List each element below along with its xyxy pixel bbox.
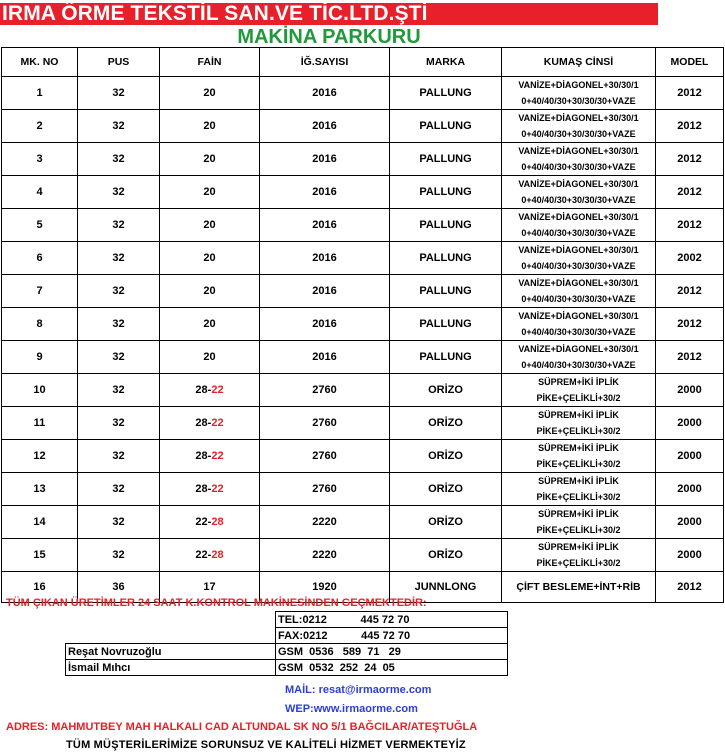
fabric-type-line: PİKE+ÇELİKLİ+30/2 (536, 492, 621, 502)
fain-value: 28- (195, 450, 212, 462)
contact-row (66, 660, 508, 676)
fabric-type-line: 0+40/40/30+30/30/30+VAZE (521, 261, 636, 271)
contact-phone: FAX:0212 445 72 70 (276, 628, 508, 644)
pus-cell: 32 (78, 374, 160, 407)
fabric-type-cell (502, 143, 656, 176)
brand-cell: PALLUNG (390, 275, 502, 308)
table-row (2, 209, 724, 242)
pus-cell: 32 (78, 539, 160, 572)
fabric-type-cell (502, 209, 656, 242)
machine-no-cell: 1 (2, 77, 78, 110)
contact-phone: GSM 0536 589 71 29 (276, 644, 508, 660)
fabric-type-line: SÜPREM+İKİ İPLİK (538, 509, 619, 519)
machine-no-cell: 10 (2, 374, 78, 407)
table-row (2, 143, 724, 176)
pus-cell: 32 (78, 143, 160, 176)
fabric-type-line: 0+40/40/30+30/30/30+VAZE (521, 96, 636, 106)
model-year-cell: 2000 (656, 440, 724, 473)
fain-cell (160, 407, 260, 440)
fabric-type-line: 0+40/40/30+30/30/30+VAZE (521, 129, 636, 139)
machine-no-cell: 13 (2, 473, 78, 506)
brand-cell: PALLUNG (390, 143, 502, 176)
needle-count-cell: 2220 (260, 539, 390, 572)
pus-cell: 36 (78, 572, 160, 603)
table-row (2, 374, 724, 407)
model-year-cell: 2012 (656, 209, 724, 242)
pus-cell: 32 (78, 341, 160, 374)
table-row (2, 473, 724, 506)
model-year-cell: 2012 (656, 572, 724, 603)
pus-cell: 32 (78, 176, 160, 209)
pus-cell: 32 (78, 110, 160, 143)
table-row (2, 176, 724, 209)
contact-row (66, 644, 508, 660)
fain-cell (160, 308, 260, 341)
fabric-type-line: PİKE+ÇELİKLİ+30/2 (536, 459, 621, 469)
fabric-type-line: 0+40/40/30+30/30/30+VAZE (521, 228, 636, 238)
fabric-type-cell (502, 275, 656, 308)
fabric-type-line: 0+40/40/30+30/30/30+VAZE (521, 195, 636, 205)
fabric-type-line: 0+40/40/30+30/30/30+VAZE (521, 327, 636, 337)
needle-count-cell: 2220 (260, 506, 390, 539)
machine-park-table (1, 47, 724, 603)
needle-count-cell: 2016 (260, 209, 390, 242)
model-year-cell: 2012 (656, 77, 724, 110)
fain-cell (160, 341, 260, 374)
model-year-cell: 2012 (656, 341, 724, 374)
column-header: FAİN (160, 48, 260, 77)
column-header: MARKA (390, 48, 502, 77)
brand-cell: PALLUNG (390, 242, 502, 275)
machine-no-cell: 7 (2, 275, 78, 308)
machine-no-cell: 3 (2, 143, 78, 176)
brand-cell: ORİZO (390, 374, 502, 407)
fabric-type-cell (502, 308, 656, 341)
pus-cell: 32 (78, 440, 160, 473)
pus-cell: 32 (78, 242, 160, 275)
needle-count-cell: 2016 (260, 77, 390, 110)
machine-no-cell: 12 (2, 440, 78, 473)
needle-count-cell: 1920 (260, 572, 390, 603)
needle-count-cell: 2016 (260, 308, 390, 341)
machine-no-cell: 8 (2, 308, 78, 341)
column-header: PUS (78, 48, 160, 77)
fabric-type-line: VANİZE+DİAGONEL+30/30/1 (518, 212, 639, 222)
machine-no-cell: 4 (2, 176, 78, 209)
pus-cell: 32 (78, 209, 160, 242)
model-year-cell: 2012 (656, 275, 724, 308)
model-year-cell: 2000 (656, 539, 724, 572)
brand-cell: PALLUNG (390, 77, 502, 110)
email-link[interactable]: MAİL: resat@irmaorme.com (285, 684, 432, 696)
fabric-type-line: VANİZE+DİAGONEL+30/30/1 (518, 146, 639, 156)
brand-cell: PALLUNG (390, 341, 502, 374)
fain-cell (160, 242, 260, 275)
column-header: MODEL (656, 48, 724, 77)
fabric-type-line: SÜPREM+İKİ İPLİK (538, 410, 619, 420)
machine-no-cell: 6 (2, 242, 78, 275)
fabric-type-cell (502, 176, 656, 209)
machine-no-cell: 11 (2, 407, 78, 440)
fain-alt-value: 22 (211, 483, 224, 495)
brand-cell: ORİZO (390, 506, 502, 539)
needle-count-cell: 2760 (260, 374, 390, 407)
fain-value: 17 (203, 581, 216, 593)
needle-count-cell: 2760 (260, 440, 390, 473)
fabric-type-line: PİKE+ÇELİKLİ+30/2 (536, 558, 621, 568)
fain-cell (160, 110, 260, 143)
fabric-type-line: VANİZE+DİAGONEL+30/30/1 (518, 80, 639, 90)
fain-cell (160, 539, 260, 572)
table-row (2, 77, 724, 110)
fain-value: 20 (203, 351, 216, 363)
fain-value: 20 (203, 219, 216, 231)
brand-cell: PALLUNG (390, 308, 502, 341)
fabric-type-line: 0+40/40/30+30/30/30+VAZE (521, 162, 636, 172)
fabric-type-cell (502, 341, 656, 374)
needle-count-cell: 2016 (260, 110, 390, 143)
fain-value: 22- (195, 516, 212, 528)
fabric-type-cell (502, 110, 656, 143)
fain-value: 20 (203, 153, 216, 165)
fain-cell (160, 506, 260, 539)
company-title-bar (0, 3, 658, 25)
brand-cell: PALLUNG (390, 209, 502, 242)
contact-phone: GSM 0532 252 24 05 (276, 660, 508, 676)
column-header: MK. NO (2, 48, 78, 77)
fabric-type-line: 0+40/40/30+30/30/30+VAZE (521, 360, 636, 370)
fain-value: 28- (195, 384, 212, 396)
brand-cell: PALLUNG (390, 176, 502, 209)
fain-cell (160, 440, 260, 473)
fain-value: 20 (203, 318, 216, 330)
fabric-type-cell (502, 407, 656, 440)
fabric-type-line: PİKE+ÇELİKLİ+30/2 (536, 426, 621, 436)
fain-alt-value: 28 (211, 549, 224, 561)
fain-cell (160, 374, 260, 407)
model-year-cell: 2000 (656, 506, 724, 539)
model-year-cell: 2012 (656, 176, 724, 209)
brand-cell: ORİZO (390, 539, 502, 572)
table-row (2, 242, 724, 275)
brand-cell: PALLUNG (390, 110, 502, 143)
pus-cell: 32 (78, 506, 160, 539)
fain-cell (160, 209, 260, 242)
company-name: IRMA ÖRME TEKSTİL SAN.VE TİC.LTD.ŞTİ (2, 2, 428, 25)
fabric-type-line: SÜPREM+İKİ İPLİK (538, 443, 619, 453)
pus-cell: 32 (78, 473, 160, 506)
fabric-type-cell (502, 440, 656, 473)
address: ADRES: MAHMUTBEY MAH HALKALI CAD ALTUNDAL SK NO 5/1 BAĞCILAR/ATEŞTUĞLA (6, 721, 478, 733)
fain-value: 28- (195, 483, 212, 495)
model-year-cell: 2000 (656, 473, 724, 506)
model-year-cell: 2012 (656, 308, 724, 341)
table-row (2, 407, 724, 440)
fain-value: 20 (203, 252, 216, 264)
pus-cell: 32 (78, 275, 160, 308)
machine-no-cell: 16 (2, 572, 78, 603)
contact-name (66, 628, 276, 644)
fabric-type-line: VANİZE+DİAGONEL+30/30/1 (518, 179, 639, 189)
table-header-row (2, 48, 724, 77)
fain-cell (160, 176, 260, 209)
fain-cell (160, 143, 260, 176)
contact-name (66, 612, 276, 628)
needle-count-cell: 2016 (260, 143, 390, 176)
model-year-cell: 2012 (656, 110, 724, 143)
contact-phone: TEL:0212 445 72 70 (276, 612, 508, 628)
column-header: KUMAŞ CİNSİ (502, 48, 656, 77)
fabric-type-line: SÜPREM+İKİ İPLİK (538, 476, 619, 486)
table-row (2, 110, 724, 143)
brand-cell: ORİZO (390, 473, 502, 506)
fabric-type-cell (502, 572, 656, 603)
fain-alt-value: 22 (211, 417, 224, 429)
model-year-cell: 2000 (656, 374, 724, 407)
model-year-cell: 2000 (656, 407, 724, 440)
page-subtitle: MAKİNA PARKURU (237, 26, 421, 48)
contact-name: İsmail Mıhcı (66, 660, 276, 676)
fabric-type-cell (502, 539, 656, 572)
fain-cell (160, 473, 260, 506)
fain-cell (160, 275, 260, 308)
fain-alt-value: 28 (211, 516, 224, 528)
fabric-type-cell (502, 374, 656, 407)
fabric-type-cell (502, 242, 656, 275)
contact-table (65, 611, 508, 676)
needle-count-cell: 2016 (260, 341, 390, 374)
fabric-type-line: VANİZE+DİAGONEL+30/30/1 (518, 278, 639, 288)
fabric-type-line: PİKE+ÇELİKLİ+30/2 (536, 525, 621, 535)
fabric-type-line: SÜPREM+İKİ İPLİK (538, 377, 619, 387)
fabric-type-cell (502, 473, 656, 506)
needle-count-cell: 2016 (260, 176, 390, 209)
model-year-cell: 2012 (656, 143, 724, 176)
table-row (2, 275, 724, 308)
pus-cell: 32 (78, 407, 160, 440)
table-row (2, 539, 724, 572)
fain-alt-value: 22 (211, 450, 224, 462)
machine-no-cell: 9 (2, 341, 78, 374)
fabric-type-line: VANİZE+DİAGONEL+30/30/1 (518, 113, 639, 123)
fabric-type-line: 0+40/40/30+30/30/30+VAZE (521, 294, 636, 304)
fain-value: 22- (195, 549, 212, 561)
fabric-type-line: PİKE+ÇELİKLİ+30/2 (536, 393, 621, 403)
fain-value: 20 (203, 285, 216, 297)
contact-row (66, 628, 508, 644)
fain-value: 20 (203, 186, 216, 198)
column-header: İĞ.SAYISI (260, 48, 390, 77)
pus-cell: 32 (78, 77, 160, 110)
table-row (2, 308, 724, 341)
footer-slogan: TÜM MÜŞTERİLERİMİZE SORUNSUZ VE KALİTELİ HİZMET VERMEKTEYİZ (66, 739, 466, 751)
table-row (2, 341, 724, 374)
contact-name: Reşat Novruzoğlu (66, 644, 276, 660)
machine-no-cell: 15 (2, 539, 78, 572)
model-year-cell: 2002 (656, 242, 724, 275)
brand-cell: ORİZO (390, 440, 502, 473)
needle-count-cell: 2760 (260, 407, 390, 440)
fain-value: 20 (203, 120, 216, 132)
table-row (2, 440, 724, 473)
brand-cell: ORİZO (390, 407, 502, 440)
machine-no-cell: 2 (2, 110, 78, 143)
website-link[interactable]: WEP:www.irmaorme.com (285, 703, 418, 715)
pus-cell: 32 (78, 308, 160, 341)
table-row (2, 506, 724, 539)
needle-count-cell: 2760 (260, 473, 390, 506)
contact-row (66, 612, 508, 628)
fain-value: 20 (203, 87, 216, 99)
machine-no-cell: 14 (2, 506, 78, 539)
needle-count-cell: 2016 (260, 242, 390, 275)
fabric-type-line: SÜPREM+İKİ İPLİK (538, 542, 619, 552)
fabric-type-line: VANİZE+DİAGONEL+30/30/1 (518, 344, 639, 354)
needle-count-cell: 2016 (260, 275, 390, 308)
fabric-type-line: VANİZE+DİAGONEL+30/30/1 (518, 311, 639, 321)
fabric-type-cell (502, 77, 656, 110)
fabric-type-line: ÇİFT BESLEME+İNT+RİB (516, 581, 641, 593)
fain-alt-value: 22 (211, 384, 224, 396)
fain-value: 28- (195, 417, 212, 429)
fain-cell (160, 77, 260, 110)
machine-no-cell: 5 (2, 209, 78, 242)
fabric-type-cell (502, 506, 656, 539)
fabric-type-line: VANİZE+DİAGONEL+30/30/1 (518, 245, 639, 255)
quality-control-notice: TÜM ÇIKAN ÜRETİMLER 24 SAAT K.KONTROL MAKİNESİNDEN GEÇMEKTEDİR: (6, 597, 427, 609)
brand-cell: JUNNLONG (390, 572, 502, 603)
